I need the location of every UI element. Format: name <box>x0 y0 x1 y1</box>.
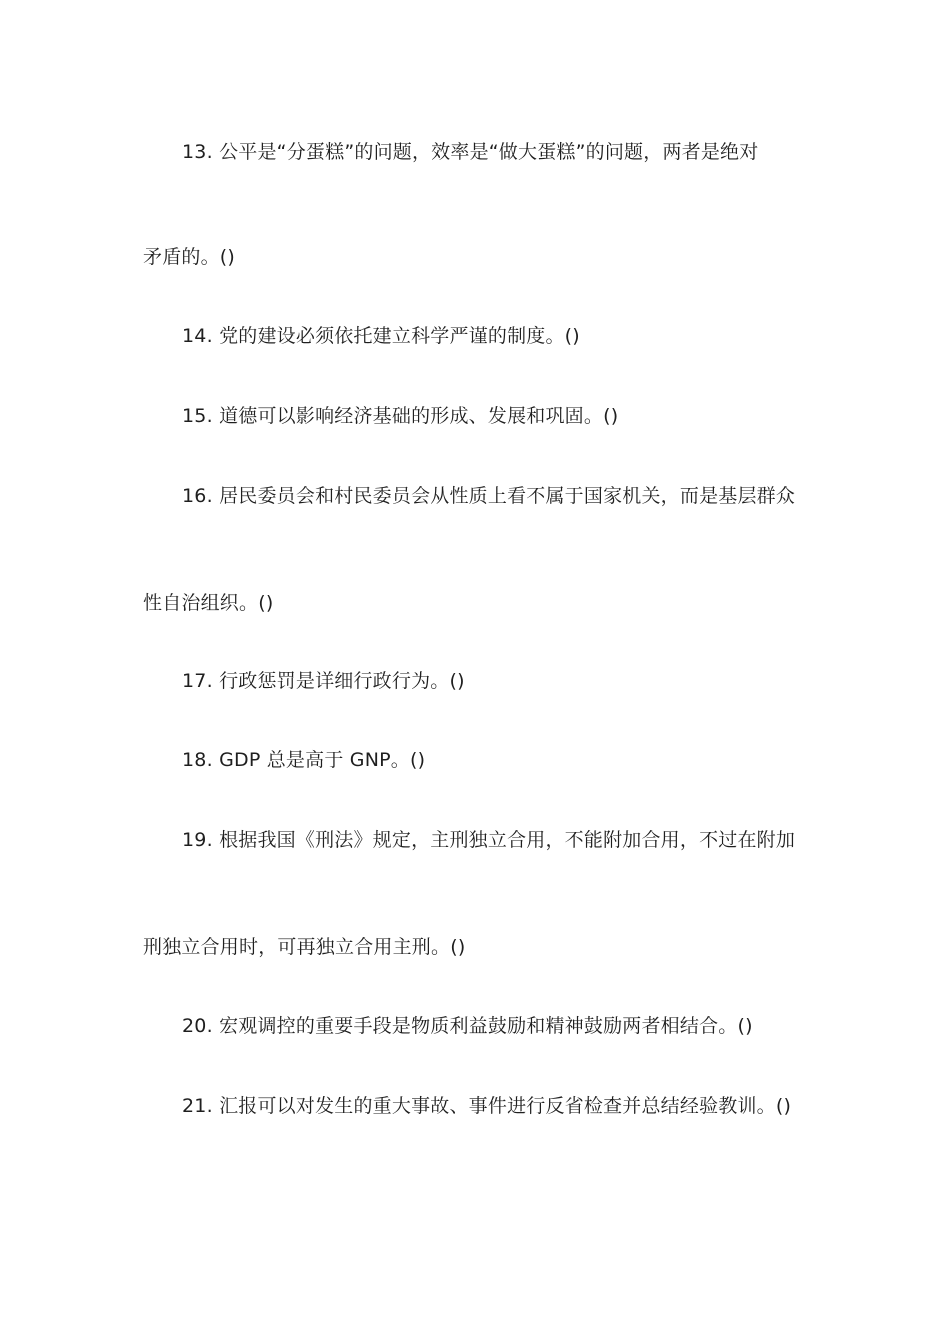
question-19-line-1 <box>182 828 795 852</box>
question-15 <box>182 404 618 428</box>
question-18-text: GDP 总是高于 GNP。() <box>219 749 426 771</box>
question-20 <box>182 1014 753 1038</box>
question-17-number: 17. <box>182 670 213 692</box>
question-13-line-2: 矛盾的。() <box>143 246 236 268</box>
question-13-line-1 <box>182 140 758 164</box>
question-21-number: 21. <box>182 1095 213 1117</box>
question-21-text: 汇报可以对发生的重大事故、事件进行反省检查并总结经验教训。() <box>219 1095 792 1117</box>
question-19-text: 根据我国《刑法》规定，主刑独立合用，不能附加合用，不过在附加 <box>219 829 796 851</box>
question-17-text: 行政惩罚是详细行政行为。() <box>219 670 465 692</box>
question-14 <box>182 324 580 348</box>
question-19-line-2: 刑独立合用时，可再独立合用主刑。() <box>143 936 466 958</box>
question-20-text: 宏观调控的重要手段是物质利益鼓励和精神鼓励两者相结合。() <box>219 1015 753 1037</box>
question-20-number: 20. <box>182 1015 213 1037</box>
question-16-text: 居民委员会和村民委员会从性质上看不属于国家机关，而是基层群众 <box>219 485 796 507</box>
question-16-line-1 <box>182 484 795 508</box>
question-14-number: 14. <box>182 325 213 347</box>
question-15-number: 15. <box>182 405 213 427</box>
question-18 <box>182 748 425 772</box>
question-19-number: 19. <box>182 829 213 851</box>
question-13-number: 13. <box>182 141 213 163</box>
question-18-number: 18. <box>182 749 213 771</box>
question-17 <box>182 669 465 693</box>
question-14-text: 党的建设必须依托建立科学严谨的制度。() <box>219 325 580 347</box>
question-15-text: 道德可以影响经济基础的形成、发展和巩固。() <box>219 405 619 427</box>
question-13-text: 公平是“分蛋糕”的问题，效率是“做大蛋糕”的问题，两者是绝对 <box>219 141 759 163</box>
question-16-line-2: 性自治组织。() <box>143 592 274 614</box>
question-21 <box>182 1094 791 1118</box>
question-16-number: 16. <box>182 485 213 507</box>
